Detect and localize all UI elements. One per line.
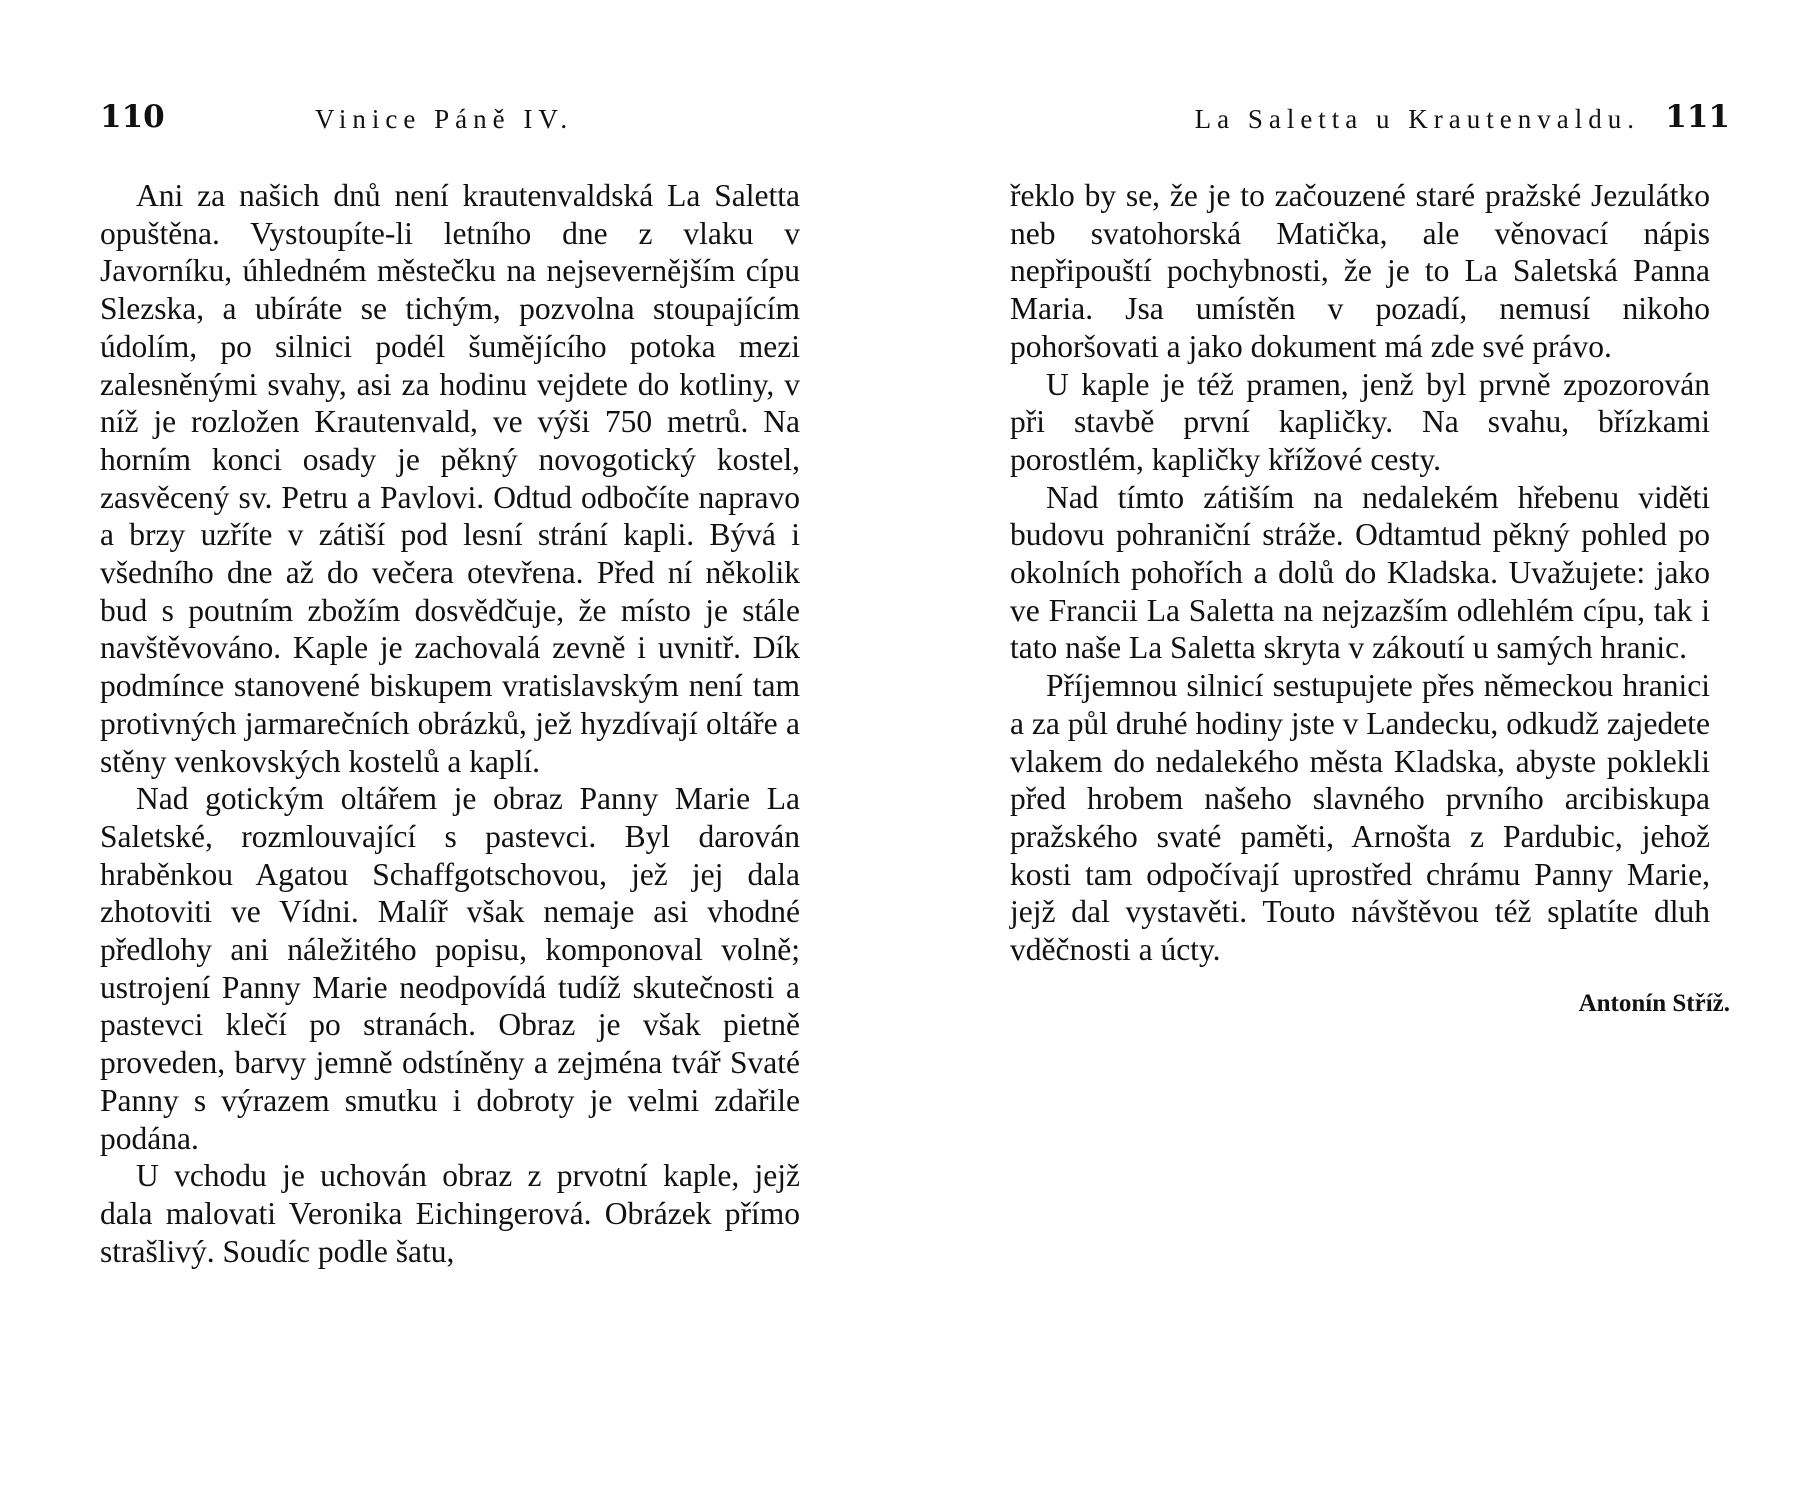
right-running-head-title: La Saletta u Krautenvaldu.: [1194, 104, 1640, 134]
right-page-number: 111: [1665, 99, 1730, 135]
left-paragraph-2: Nad gotickým oltářem je obraz Panny Marie La Saletské, rozmlouvající s pastevci. Byl darován hraběnkou Agatou Schaffgotschovou, jež jej dala zhotoviti ve Vídni. Malíř však nemaje asi vhodné předlohy ani náležitého popisu, komponoval volně; ustrojení Panny Marie neodpovídá tudíž skutečnosti a pastevci klečí po stranách. Obraz je však pietně proveden, barvy jemně odstíněny a zejména tvář Svaté Panny s výrazem smutku i dobroty je velmi zdařile podána.: [100, 781, 800, 1156]
right-paragraph-1: řeklo by se, že je to začouzené staré pražské Jezulátko neb svatohorská Matička, ale věnovací nápis nepřipouští pochybnosti, že je to La Saletská Panna Maria. Jsa umístěn v pozadí, nemusí nikoho pohoršovati a jako dokument má zde své právo.: [1010, 178, 1710, 364]
author-signature: Antonín Stříž.: [1578, 989, 1730, 1017]
right-running-head: [1010, 95, 1730, 139]
right-paragraph-2: U kaple je též pramen, jenž byl prvně zpozorován při stavbě první kapličky. Na svahu, břízkami porostlém, kapličky křížové cesty.: [1010, 366, 1710, 477]
left-paragraph-3: U vchodu je uchován obraz z prvotní kaple, jejž dala malovati Veronika Eichingerová. Obrázek přímo strašlivý. Soudíc podle šatu,: [100, 1158, 800, 1269]
right-paragraph-3: Nad tímto zátiším na nedalekém hřebenu viděti budovu pohraniční stráže. Odtamtud pěkný pohled po okolních pohořích a dolů do Kladska. Uvažujete: jako ve Francii La Saletta na nejzazším odlehlém cípu, tak i tato naše La Saletta skryta v zákoutí u samých hranic.: [1010, 479, 1710, 666]
right-paragraph-4: Příjemnou silnicí sestupujete přes německou hranici a za půl druhé hodiny jste v Landecku, odkudž zajedete vlakem do nedalekého města Kladska, abyste poklekli před hrobem našeho slavného prvního arcibiskupa pražského svaté paměti, Arnošta z Pardubic, jehož kosti tam odpočívají uprostřed chrámu Panny Marie, jejž dal vystavěti. Touto návštěvou též splatíte dluh vděčnosti a úcty.: [1010, 668, 1710, 968]
left-page: [100, 95, 800, 1270]
left-running-head: [100, 95, 800, 139]
right-body-text: [1010, 177, 1730, 1022]
right-page: [1010, 95, 1730, 1022]
left-body-text: [100, 177, 800, 1270]
left-paragraph-1: Ani za našich dnů není krautenvaldská La Saletta opuštěna. Vystoupíte-li letního dne z vlaku v Javorníku, úhledném městečku na nejsevernějším cípu Slezska, a ubíráte se tichým, pozvolna stoupajícím údolím, po silnici podél šumějícího potoka mezi zalesněnými svahy, asi za hodinu vejdete do kotliny, v níž je rozložen Krautenvald, ve výši 750 metrů. Na horním konci osady je pěkný novogotický kostel, zasvěcený sv. Petru a Pavlovi. Odtud odbočíte napravo a brzy uzříte v zátiší pod lesní strání kapli. Bývá i všedního dne až do večera otevřena. Před ní několik bud s poutním zbožím dosvědčuje, že místo je stále navštěvováno. Kaple je zachovalá zevně i uvnitř. Dík podmínce stanovené biskupem vratislavským není tam protivných jarmarečních obrázků, jež hyzdívají oltáře a stěny venkovských kostelů a kaplí.: [100, 178, 800, 779]
left-page-number: 110: [100, 99, 165, 135]
left-running-head-title: Vinice Páně IV.: [315, 104, 574, 134]
